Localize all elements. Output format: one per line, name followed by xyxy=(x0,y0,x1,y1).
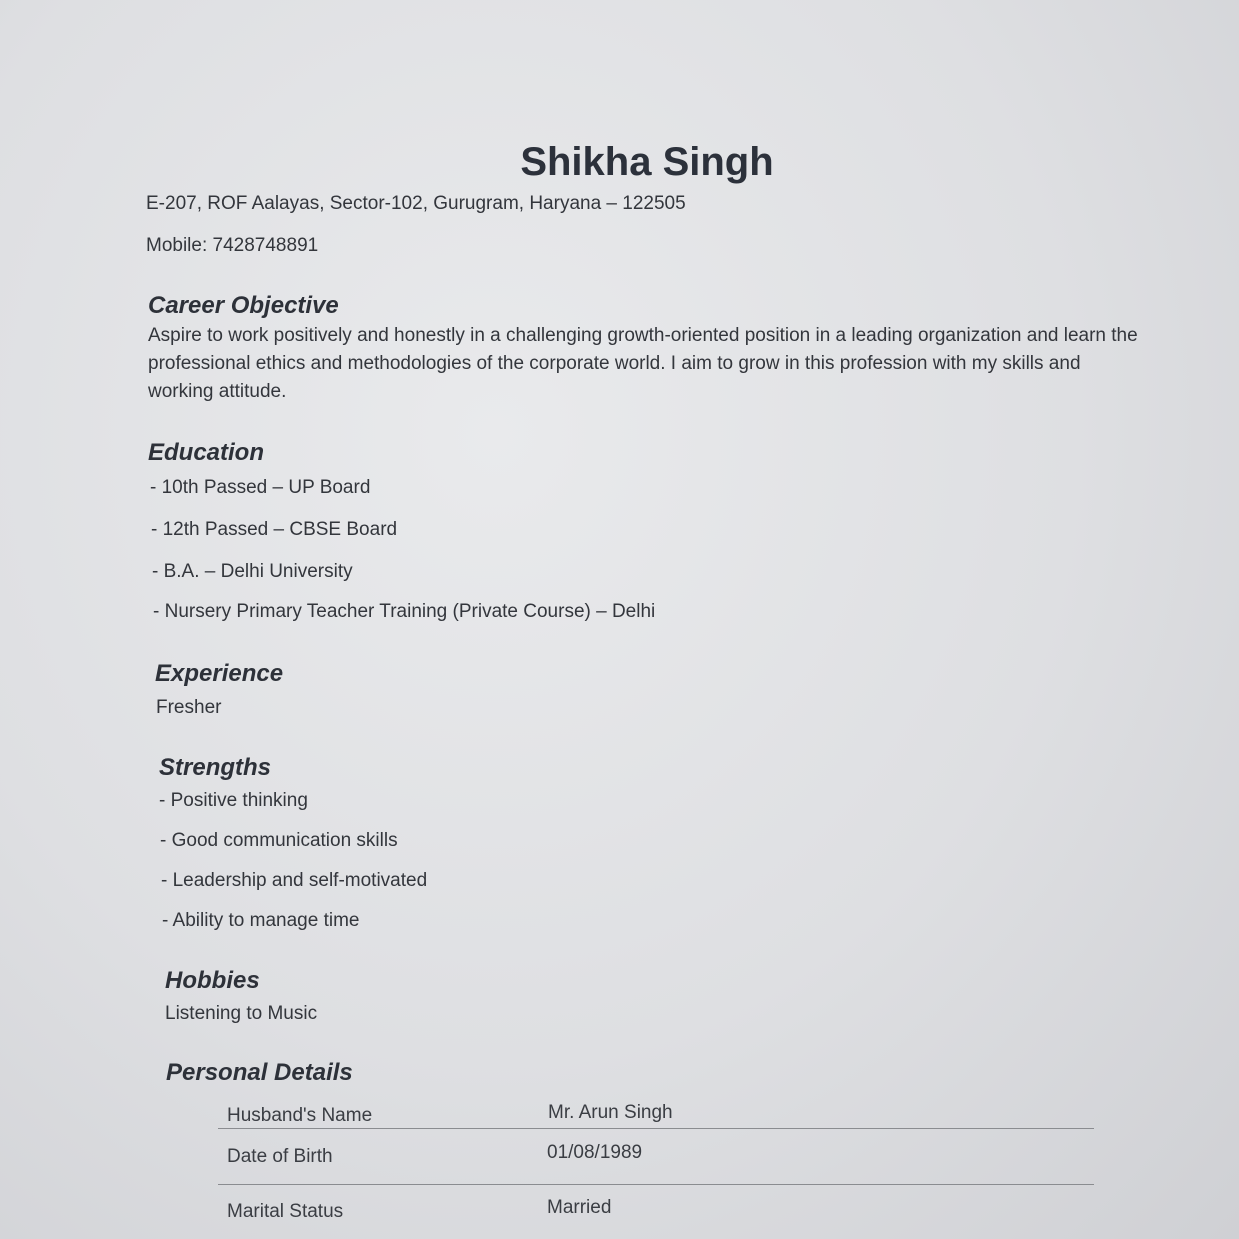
hobbies-text: Listening to Music xyxy=(165,1003,318,1024)
strength-item: - Leadership and self-motivated xyxy=(161,870,428,891)
experience-heading: Experience xyxy=(155,660,284,687)
education-item: - B.A. – Delhi University xyxy=(152,561,353,582)
strength-item: - Good communication skills xyxy=(160,830,398,851)
education-item: - 10th Passed – UP Board xyxy=(150,477,371,498)
detail-value: Mr. Arun Singh xyxy=(548,1102,673,1123)
hobbies-heading: Hobbies xyxy=(165,967,260,994)
strength-item: - Positive thinking xyxy=(159,790,308,811)
detail-value: 01/08/1989 xyxy=(547,1142,643,1163)
detail-label: Husband's Name xyxy=(227,1105,373,1126)
address: E-207, ROF Aalayas, Sector-102, Gurugram, Haryana – 122505 xyxy=(146,193,686,214)
career-objective-heading: Career Objective xyxy=(148,292,339,319)
mobile-number: Mobile: 7428748891 xyxy=(146,235,319,256)
candidate-name: Shikha Singh xyxy=(520,140,774,184)
table-divider xyxy=(218,1128,1094,1129)
detail-value: Married xyxy=(547,1197,612,1218)
personal-details-heading: Personal Details xyxy=(166,1059,353,1086)
table-divider xyxy=(218,1184,1094,1185)
strengths-heading: Strengths xyxy=(159,754,272,781)
career-objective-text: Aspire to work positively and honestly in a challenging growth-oriented position in a leading organization and learn the professional ethics and methodologies of the corporate world. I aim to grow in this profession with my skills and working attitude. xyxy=(148,325,1138,402)
education-item: - 12th Passed – CBSE Board xyxy=(151,519,398,540)
education-heading: Education xyxy=(148,439,265,466)
detail-label: Date of Birth xyxy=(227,1146,333,1167)
experience-text: Fresher xyxy=(156,697,222,718)
strength-item: - Ability to manage time xyxy=(162,910,360,931)
education-item: - Nursery Primary Teacher Training (Private Course) – Delhi xyxy=(153,601,656,622)
detail-label: Marital Status xyxy=(227,1201,344,1222)
